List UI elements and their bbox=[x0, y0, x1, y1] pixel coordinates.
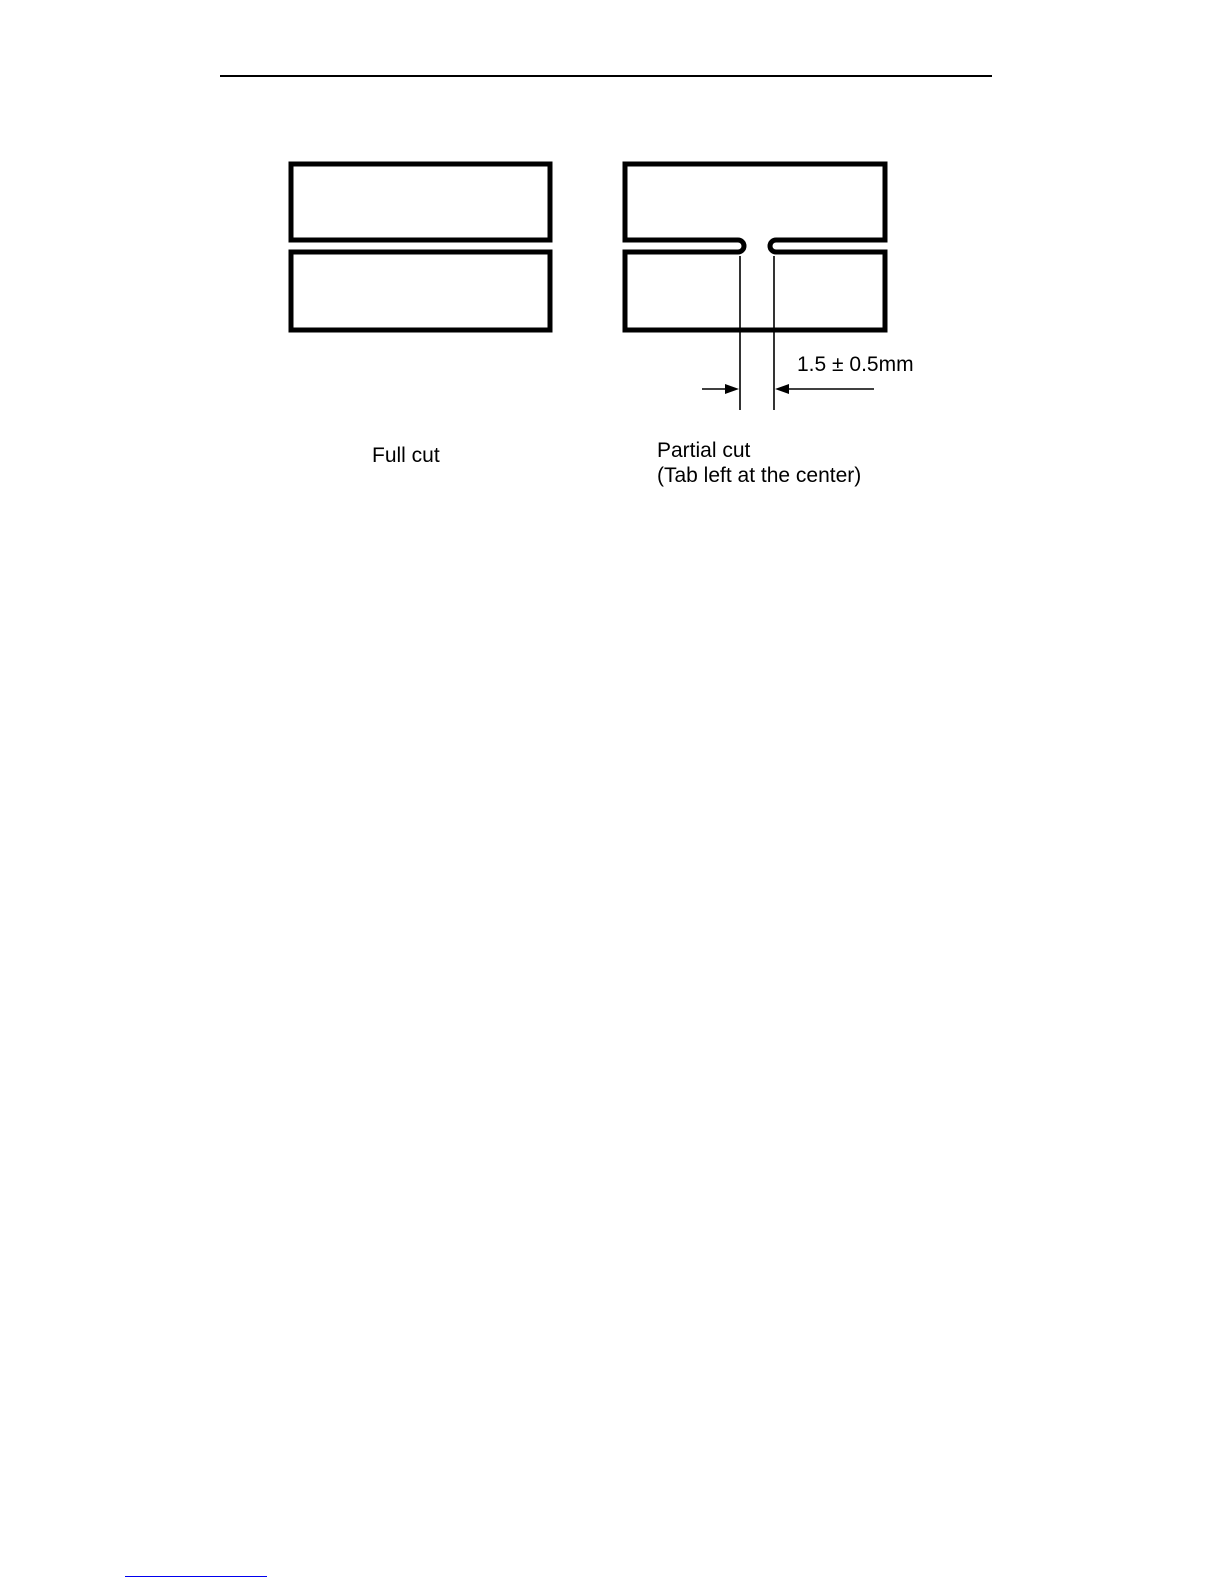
full-cut-lower-piece bbox=[291, 252, 550, 330]
dimension-tolerance: 0.5mm bbox=[849, 353, 914, 376]
partial-cut-drawing bbox=[625, 164, 885, 330]
dimension-arrow-left-icon bbox=[725, 384, 739, 394]
dimension-arrow-right-icon bbox=[775, 384, 789, 394]
tab-dimension bbox=[702, 256, 874, 410]
footer-link-underline[interactable] bbox=[125, 1576, 267, 1577]
dimension-label bbox=[797, 352, 914, 377]
partial-cut-slit-left-end bbox=[738, 240, 744, 252]
partial-cut-note: (Tab left at the center) bbox=[657, 464, 862, 487]
full-cut-upper-piece bbox=[291, 164, 550, 240]
partial-cut-label: Partial cut bbox=[657, 439, 751, 462]
partial-cut-lower-piece bbox=[625, 252, 885, 330]
partial-cut-slit-right-end bbox=[770, 240, 776, 252]
full-cut-label: Full cut bbox=[372, 444, 440, 467]
dimension-value: 1.5 bbox=[797, 353, 827, 376]
full-cut-drawing bbox=[291, 164, 550, 330]
partial-cut-upper-piece bbox=[625, 164, 885, 240]
tolerance-symbol: ± bbox=[832, 353, 844, 376]
